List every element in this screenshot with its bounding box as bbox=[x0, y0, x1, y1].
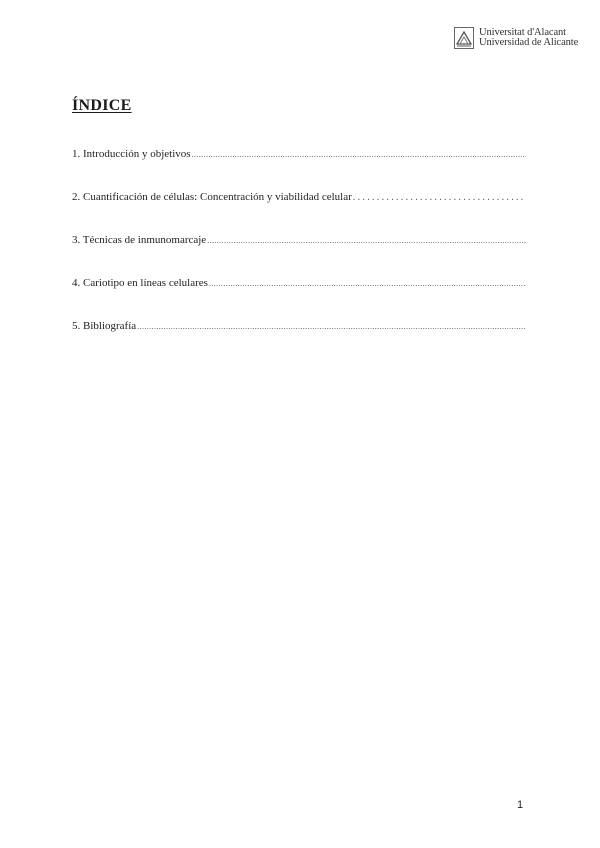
toc-dot-leader bbox=[137, 322, 526, 331]
page-number: 1 bbox=[517, 799, 524, 811]
toc-item-label: 4. Cariotipo en líneas celulares bbox=[72, 277, 208, 289]
toc-item-label: 2. Cuantificación de células: Concentración y viabilidad celular bbox=[72, 191, 352, 203]
toc-item-label: 5. Bibliografía bbox=[72, 320, 137, 332]
toc-item-label: 1. Introducción y objetivos bbox=[72, 148, 191, 160]
logo-line-spanish: Universidad de Alicante bbox=[479, 37, 579, 48]
toc-item-introduccion[interactable] bbox=[72, 148, 526, 160]
toc-item-cuantificacion[interactable] bbox=[72, 191, 526, 203]
university-logo-icon bbox=[454, 27, 474, 49]
toc-dot-leader bbox=[209, 279, 526, 288]
toc-item-inmunomarcaje[interactable] bbox=[72, 234, 526, 246]
logo-line-valencian: Universitat d'Alacant bbox=[479, 27, 566, 38]
toc-item-cariotipo[interactable] bbox=[72, 277, 526, 289]
toc-dot-leader bbox=[207, 236, 526, 245]
university-logo bbox=[454, 27, 578, 49]
toc-item-bibliografia[interactable] bbox=[72, 320, 526, 332]
toc-item-label: 3. Técnicas de inmunomarcaje bbox=[72, 234, 207, 246]
toc-dot-leader bbox=[353, 192, 526, 203]
toc-dot-leader bbox=[192, 150, 526, 159]
page-title: ÍNDICE bbox=[72, 97, 132, 114]
university-logo-text bbox=[479, 28, 578, 48]
